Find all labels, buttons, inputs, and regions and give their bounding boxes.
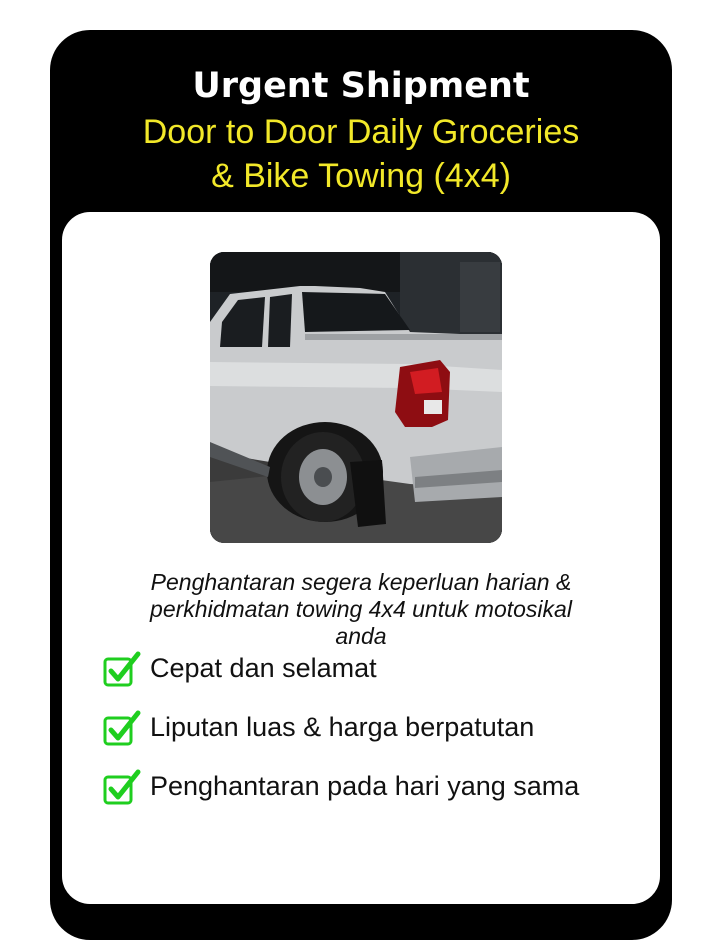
feature-item: [102, 711, 622, 743]
feature-list: [102, 652, 622, 802]
service-description: [62, 569, 660, 650]
card-subtitle: [50, 110, 672, 198]
subtitle-line-1: Door to Door Daily Groceries: [142, 113, 580, 151]
feature-label: Cepat dan selamat: [150, 653, 377, 683]
description-line-3: anda: [335, 623, 387, 649]
feature-label: Penghantaran pada hari yang sama: [150, 771, 580, 801]
pickup-truck-image: [210, 252, 502, 543]
checkbox-checked-icon: [102, 768, 142, 808]
feature-item: [102, 652, 622, 684]
card-title: Urgent Shipment: [192, 66, 530, 106]
promo-card: [50, 30, 672, 940]
checkbox-checked-icon: [102, 650, 142, 690]
feature-item: [102, 770, 622, 802]
feature-label: Liputan luas & harga berpatutan: [150, 712, 535, 742]
description-line-2: perkhidmatan towing 4x4 untuk motosikal: [150, 596, 572, 622]
subtitle-line-2: & Bike Towing (4x4): [211, 157, 511, 195]
truck-photo: [210, 252, 502, 543]
description-line-1: Penghantaran segera keperluan harian &: [150, 569, 572, 595]
checkbox-checked-icon: [102, 709, 142, 749]
content-panel: [62, 212, 660, 904]
